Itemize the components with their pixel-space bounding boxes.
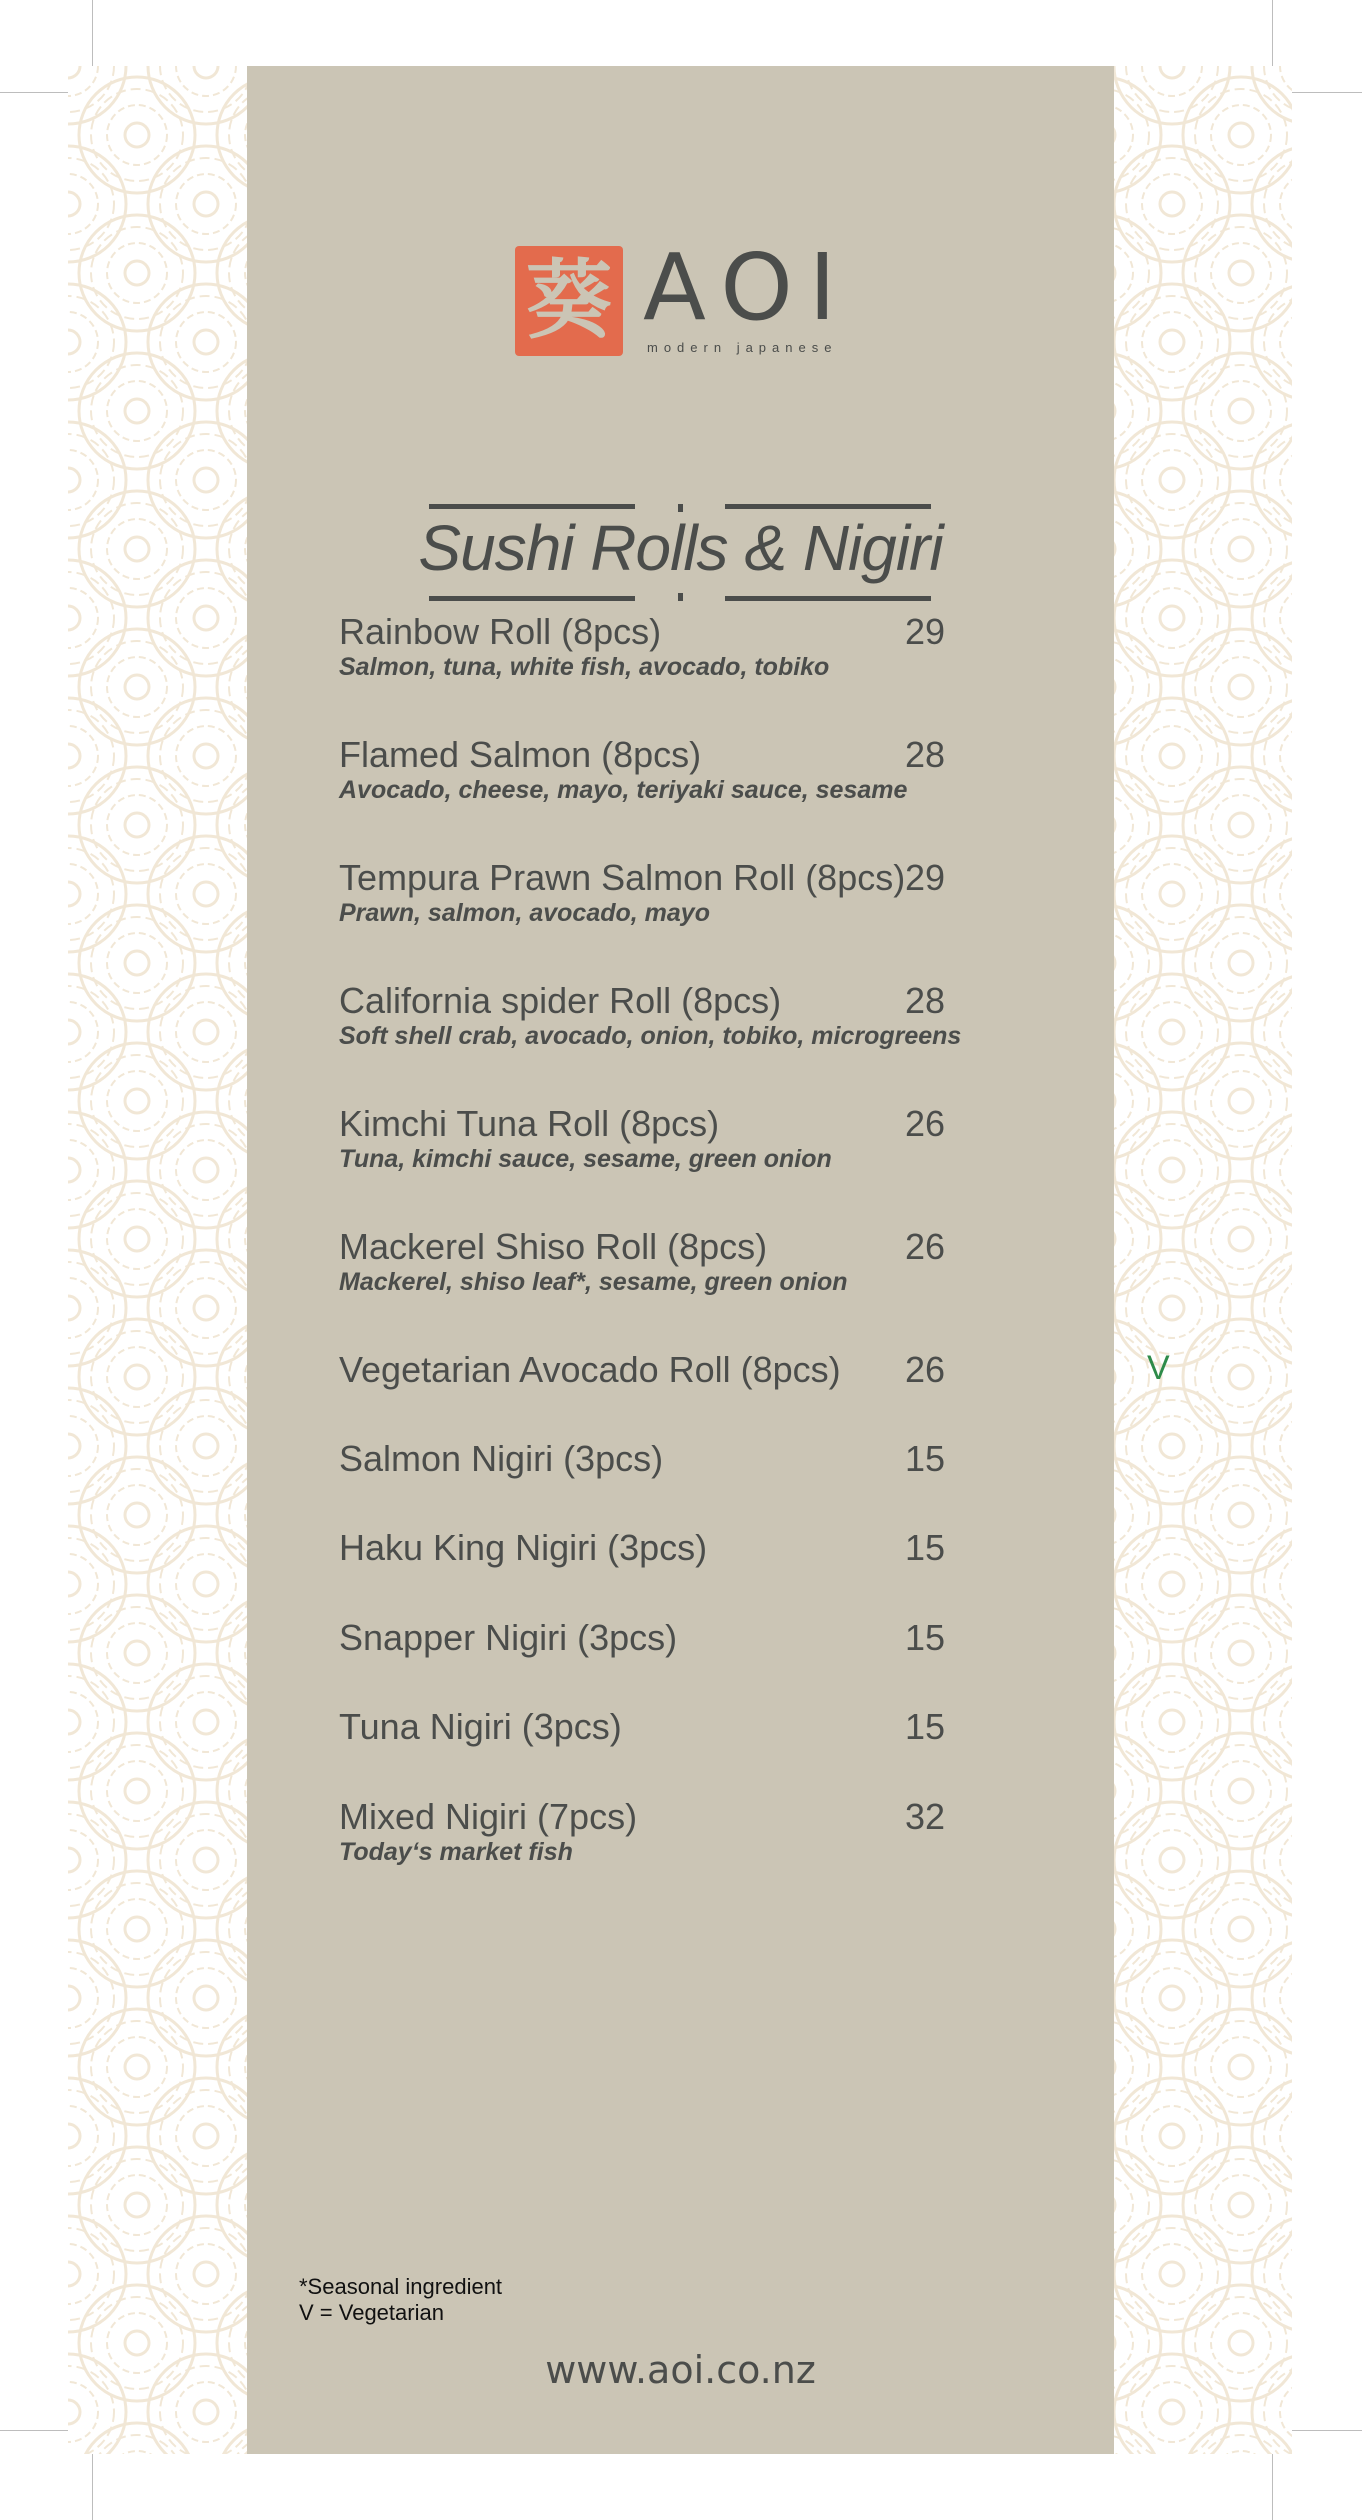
item-description: Soft shell crab, avocado, onion, tobiko, microgreens: [339, 1022, 962, 1050]
item-name: Snapper Nigiri (3pcs): [339, 1617, 678, 1658]
item-description: Mackerel, shiso leaf*, sesame, green onion: [339, 1268, 848, 1296]
item-price: 32: [905, 1796, 946, 1837]
crop-mark: [1292, 2430, 1362, 2431]
crop-mark: [0, 92, 68, 93]
item-name: Salmon Nigiri (3pcs): [339, 1438, 664, 1479]
seal-character: 葵: [526, 250, 612, 351]
crop-mark: [92, 0, 93, 66]
brand-name: AOI: [643, 234, 852, 341]
item-name: Mixed Nigiri (7pcs): [339, 1796, 638, 1837]
item-name: California spider Roll (8pcs): [339, 980, 782, 1021]
item-name: Tuna Nigiri (3pcs): [339, 1706, 622, 1747]
item-price: 29: [905, 857, 946, 898]
item-name: Mackerel Shiso Roll (8pcs): [339, 1226, 768, 1267]
section-title: Sushi Rolls & Nigiri: [418, 512, 943, 584]
section-heading: [247, 436, 1114, 584]
brand-logo: [515, 234, 855, 366]
crop-mark: [1272, 0, 1273, 66]
heading-rule: [429, 504, 635, 509]
item-price: 26: [905, 1226, 946, 1267]
item-price: 29: [905, 611, 946, 652]
crop-mark: [1292, 92, 1362, 93]
item-price: 26: [905, 1103, 946, 1144]
heading-rule: [725, 504, 931, 509]
heading-tick: [678, 593, 683, 601]
item-price: 15: [905, 1617, 946, 1658]
item-price: 15: [905, 1706, 946, 1747]
crop-mark: [0, 2430, 68, 2431]
item-name: Kimchi Tuna Roll (8pcs): [339, 1103, 720, 1144]
item-name: Rainbow Roll (8pcs): [339, 611, 662, 652]
heading-rule: [725, 596, 931, 601]
item-name: Haku King Nigiri (3pcs): [339, 1527, 708, 1568]
item-price: 28: [905, 980, 946, 1021]
footnote-seasonal: *Seasonal ingredient: [299, 2274, 503, 2299]
crop-mark: [92, 2454, 93, 2520]
footnote-vegetarian: V = Vegetarian: [299, 2300, 444, 2325]
item-price: 28: [905, 734, 946, 775]
item-description: Today‘s market fish: [339, 1838, 573, 1866]
item-description: Tuna, kimchi sauce, sesame, green onion: [339, 1145, 832, 1173]
item-description: Avocado, cheese, mayo, teriyaki sauce, sesame: [339, 776, 908, 804]
brand-tagline: modern japanese: [647, 340, 838, 355]
item-description: Prawn, salmon, avocado, mayo: [339, 899, 710, 927]
item-name: Vegetarian Avocado Roll (8pcs): [339, 1349, 841, 1390]
item-price: 15: [905, 1527, 946, 1568]
vegetarian-badge: V: [1147, 1349, 1170, 1387]
menu-panel: [247, 66, 1170, 2454]
item-name: Flamed Salmon (8pcs): [339, 734, 702, 775]
seal-icon: [515, 246, 623, 356]
item-price: 15: [905, 1438, 946, 1479]
crop-mark: [1272, 2454, 1273, 2520]
item-description: Salmon, tuna, white fish, avocado, tobiko: [339, 653, 830, 681]
item-name: Tempura Prawn Salmon Roll (8pcs): [339, 857, 906, 898]
heading-rule: [429, 596, 635, 601]
item-price: 26: [905, 1349, 946, 1390]
website-link[interactable]: www.aoi.co.nz: [545, 2348, 816, 2392]
